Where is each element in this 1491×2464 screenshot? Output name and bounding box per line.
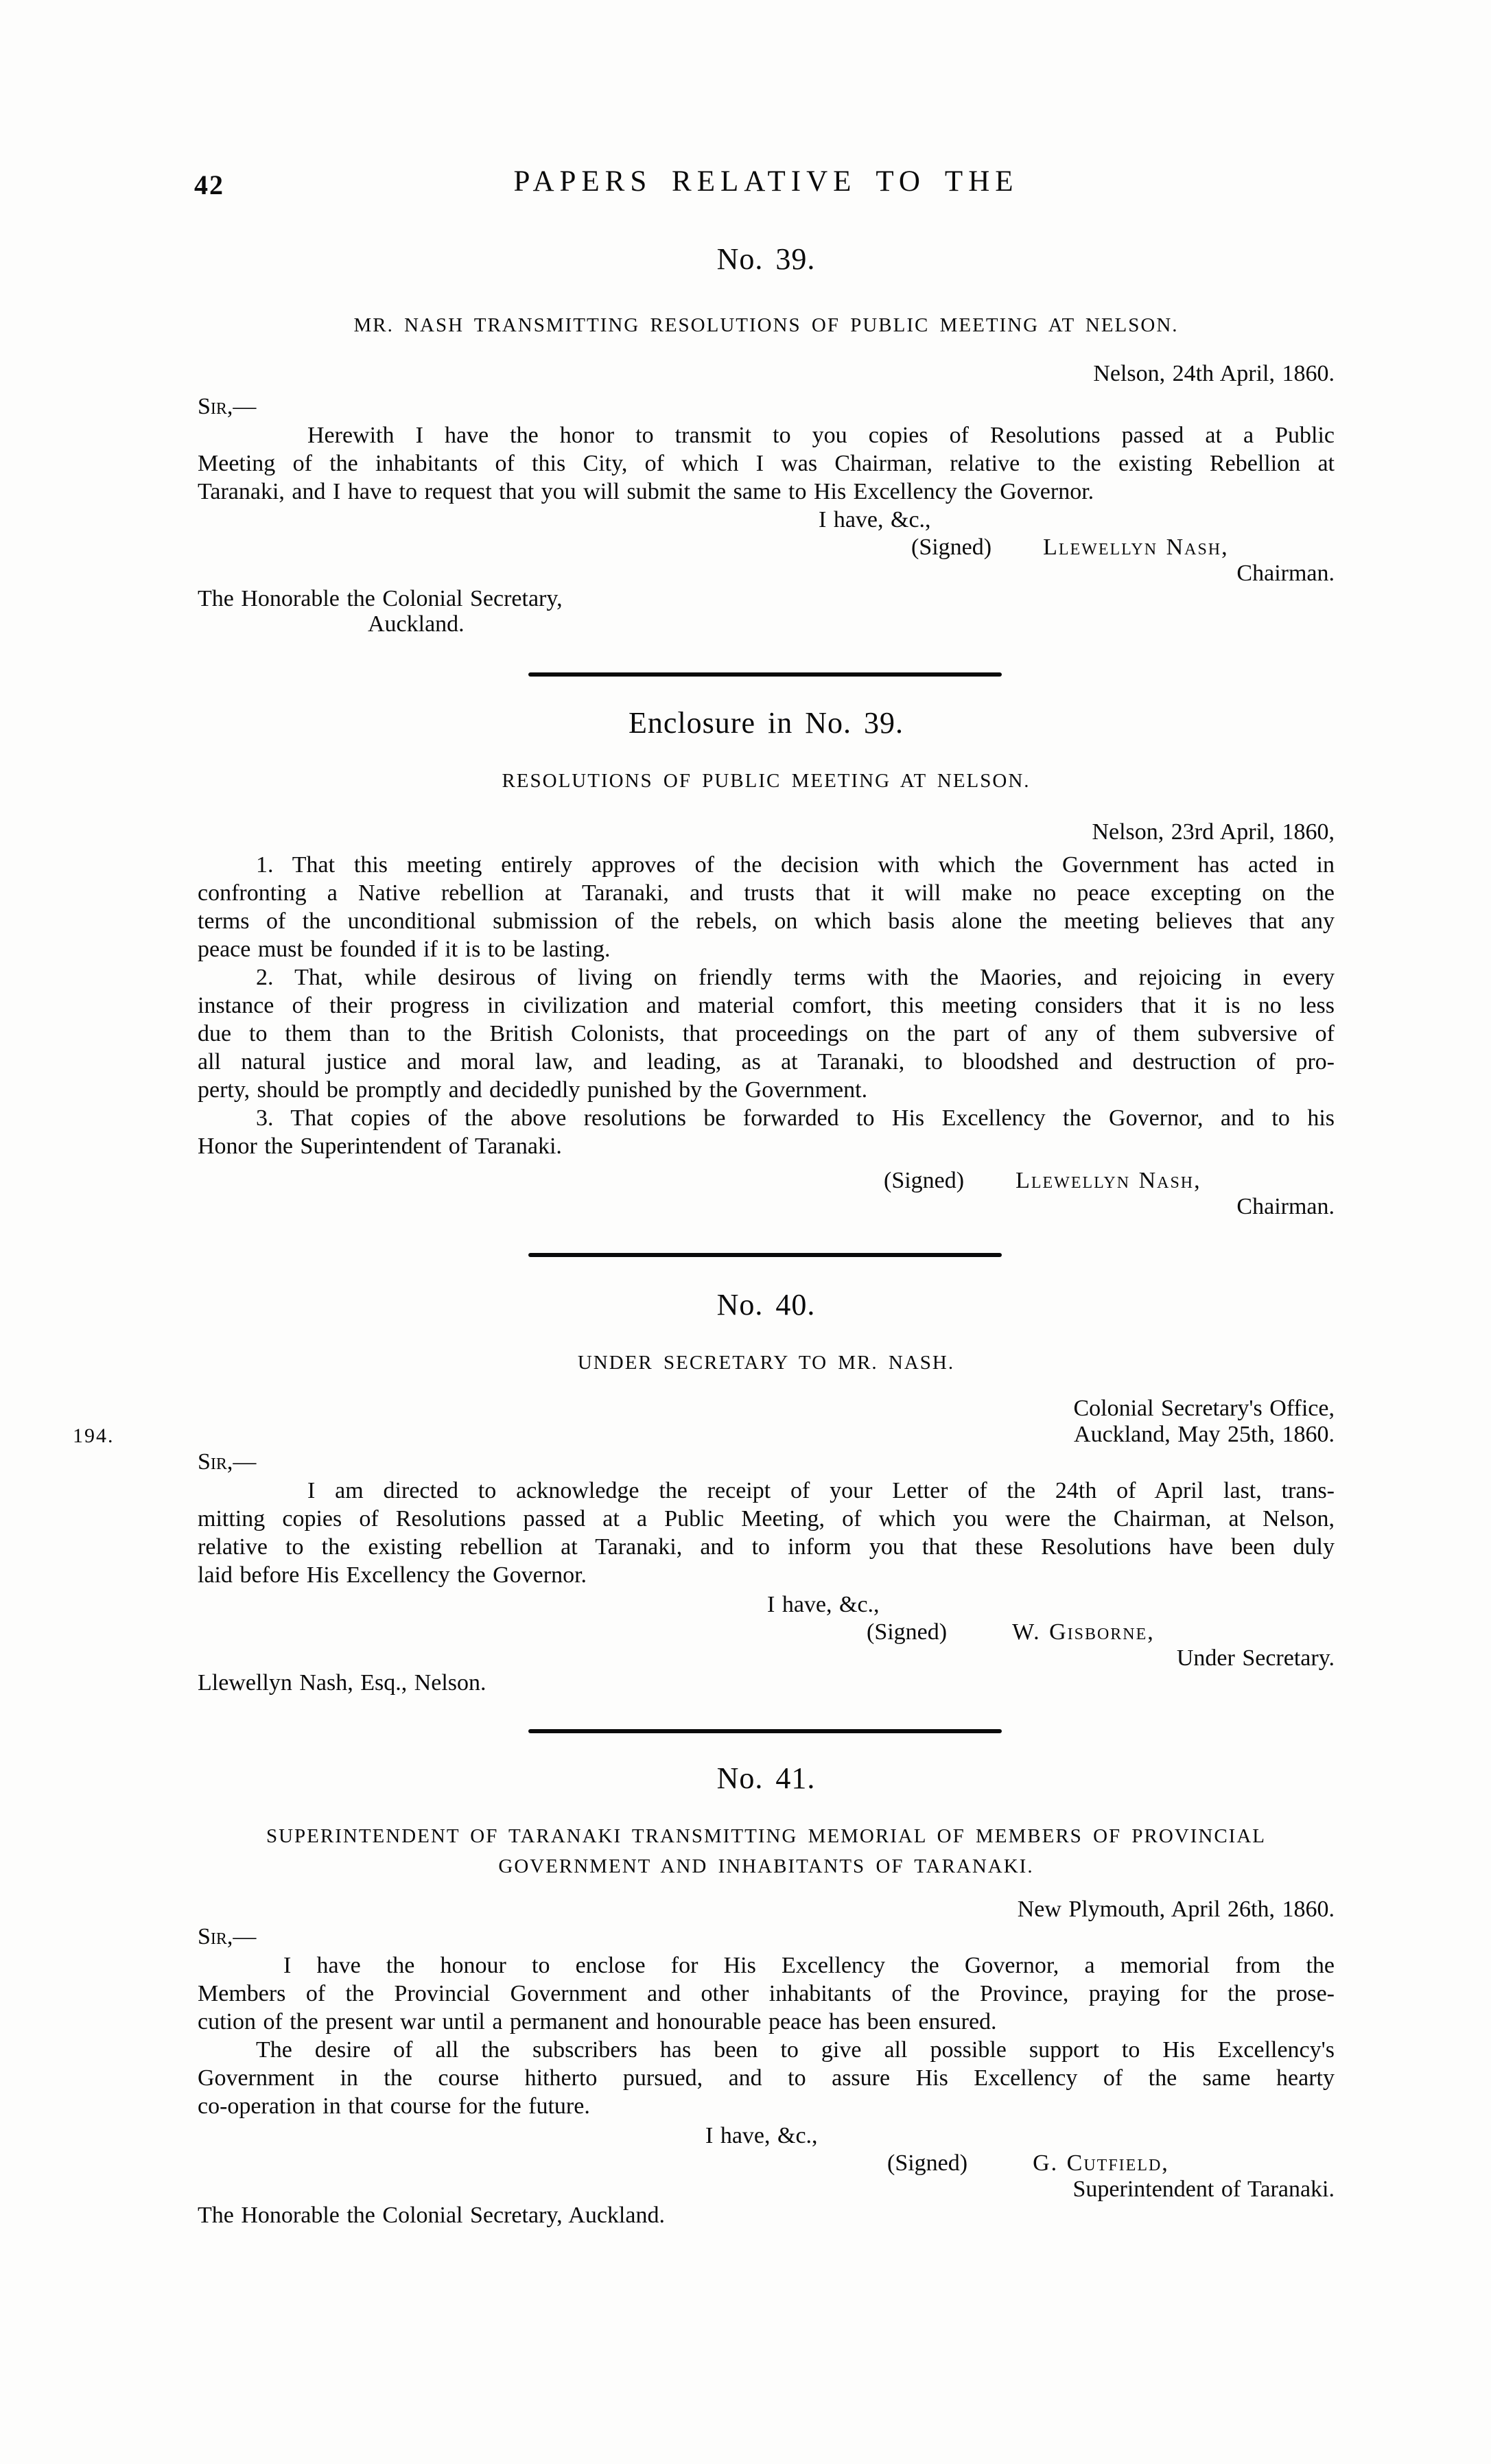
text-line: cution of the present war until a permanent and honourable peace has been ensured. xyxy=(198,2009,997,2034)
signature-role: Chairman. xyxy=(1236,561,1335,586)
dispatch-no41-subheading-line1: SUPERINTENDENT OF TARANAKI TRANSMITTING MEMORIAL OF MEMBERS OF PROVINCIAL xyxy=(266,1825,1266,1847)
dispatch-no41-valediction: I have, &c., xyxy=(705,2123,818,2148)
dispatch-no40-office-line: Colonial Secretary's Office, xyxy=(1073,1396,1335,1421)
dispatch-no40-valediction: I have, &c., xyxy=(767,1592,880,1617)
enclosure-signed-row xyxy=(198,1166,1491,1195)
dispatch-no40-signed-row xyxy=(198,1618,1491,1646)
dispatch-no39-signed-row xyxy=(198,533,1491,561)
text-line: 3. That copies of the above resolutions be forwarded to His Excellency the Governor, and to his xyxy=(256,1105,1335,1131)
dispatch-no40-title: No. 40. xyxy=(716,1288,816,1322)
dispatch-no41-dateline: New Plymouth, April 26th, 1860. xyxy=(1017,1897,1335,1922)
text-line: Herewith I have the honor to transmit to you copies of Resolutions passed at a Public xyxy=(307,423,1335,448)
dispatch-no39-valediction: I have, &c., xyxy=(819,507,931,532)
text-line: terms of the unconditional submission of the rebels, on which basis alone the meeting believes that any xyxy=(198,908,1335,934)
enclosure-dateline: Nelson, 23rd April, 1860, xyxy=(1092,819,1335,845)
text-line: all natural justice and moral law, and leading, as at Taranaki, to bloodshed and destruction of pro- xyxy=(198,1049,1335,1075)
dispatch-no40-body xyxy=(198,1477,1335,1589)
signed-label: (Signed) xyxy=(887,2150,968,2176)
signature-name: Llewellyn Nash, xyxy=(1015,1168,1201,1193)
text-line: mitting copies of Resolutions passed at a Public Meeting, of which you were the Chairman, at Nelson, xyxy=(198,1506,1335,1532)
enclosure-subheading: RESOLUTIONS OF PUBLIC MEETING AT NELSON. xyxy=(502,770,1031,792)
text-line: The desire of all the subscribers has been to give all possible support to His Excellency's xyxy=(256,2037,1335,2063)
dispatch-no39-addressee-place: Auckland. xyxy=(368,611,465,637)
dispatch-no39-addressee: The Honorable the Colonial Secretary, xyxy=(198,586,563,611)
dispatch-no41-subheading-line2: GOVERNMENT AND INHABITANTS OF TARANAKI. xyxy=(498,1855,1034,1877)
enclosure-resolutions xyxy=(198,851,1335,1160)
text-line: Government in the course hitherto pursued, and to assure His Excellency of the same hearty xyxy=(198,2065,1335,2091)
text-line: Honor the Superintendent of Taranaki. xyxy=(198,1134,562,1159)
section-divider xyxy=(528,1253,1002,1257)
dispatch-no39-body xyxy=(198,421,1335,506)
dispatch-no41-title: No. 41. xyxy=(716,1761,816,1795)
dispatch-no39-dateline: Nelson, 24th April, 1860. xyxy=(1093,361,1335,386)
page-number: 42 xyxy=(194,169,224,200)
dispatch-no39-title: No. 39. xyxy=(716,242,816,276)
signature-name: Llewellyn Nash, xyxy=(1043,535,1229,560)
text-line: I have the honour to enclose for His Excellency the Governor, a memorial from the xyxy=(283,1953,1335,1978)
signed-label: (Signed) xyxy=(911,535,992,560)
text-line: relative to the existing rebellion at Taranaki, and to inform you that these Resolutions have been duly xyxy=(198,1534,1335,1560)
signed-label: (Signed) xyxy=(884,1168,965,1193)
text-line: instance of their progress in civilization and material comfort, this meeting considers that it is no less xyxy=(198,993,1335,1018)
paragraph-2 xyxy=(198,2036,1335,2120)
running-title: PAPERS RELATIVE TO THE xyxy=(513,165,1019,198)
margin-note: 194. xyxy=(73,1424,115,1447)
section-divider xyxy=(528,1729,1002,1733)
dispatch-no40-dateline: Auckland, May 25th, 1860. xyxy=(1074,1422,1335,1447)
dispatch-no40-subheading: UNDER SECRETARY TO MR. NASH. xyxy=(577,1352,955,1374)
dispatch-no40-addressee: Llewellyn Nash, Esq., Nelson. xyxy=(198,1670,486,1696)
paragraph-1 xyxy=(198,1951,1335,2036)
dispatch-no41-signed-row xyxy=(198,2149,1491,2177)
text-line: due to them than to the British Colonists, that proceedings on the part of any of them subversive of xyxy=(198,1021,1335,1046)
text-line: 1. That this meeting entirely approves of the decision with which the Government has acted in xyxy=(256,852,1335,878)
text-line: Meeting of the inhabitants of this City, of which I was Chairman, relative to the existing Rebellion at xyxy=(198,451,1335,476)
text-line: laid before His Excellency the Governor. xyxy=(198,1562,587,1588)
section-divider xyxy=(528,672,1002,677)
signature-name: W. Gisborne, xyxy=(1012,1619,1155,1645)
resolution-1 xyxy=(198,851,1335,963)
text-line: co-operation in that course for the future. xyxy=(198,2093,590,2119)
signature-role: Superintendent of Taranaki. xyxy=(1072,2176,1335,2202)
dispatch-no41-body xyxy=(198,1951,1335,2120)
dispatch-no39-salutation: Sir,— xyxy=(198,394,257,419)
dispatch-no40-salutation: Sir,— xyxy=(198,1449,257,1475)
text-line: perty, should be promptly and decidedly punished by the Government. xyxy=(198,1077,868,1103)
signature-name: G. Cutfield, xyxy=(1033,2150,1169,2176)
text-line: confronting a Native rebellion at Taranaki, and trusts that it will make no peace excepting on the xyxy=(198,880,1335,906)
text-line: Taranaki, and I have to request that you will submit the same to His Excellency the Governor. xyxy=(198,479,1094,504)
dispatch-no41-addressee: The Honorable the Colonial Secretary, Auckland. xyxy=(198,2203,665,2228)
text-line: Members of the Provincial Government and other inhabitants of the Province, praying for the prose- xyxy=(198,1981,1335,2006)
text-line: I am directed to acknowledge the receipt of your Letter of the 24th of April last, trans- xyxy=(307,1478,1335,1503)
resolution-2 xyxy=(198,963,1335,1104)
text-line: peace must be founded if it is to be lasting. xyxy=(198,937,611,962)
enclosure-title: Enclosure in No. 39. xyxy=(629,706,904,740)
signature-role: Chairman. xyxy=(1236,1194,1335,1219)
dispatch-no39-subheading: MR. NASH TRANSMITTING RESOLUTIONS OF PUBLIC MEETING AT NELSON. xyxy=(353,314,1179,336)
dispatch-no41-salutation: Sir,— xyxy=(198,1924,257,1949)
text-line: 2. That, while desirous of living on friendly terms with the Maories, and rejoicing in every xyxy=(256,965,1335,990)
resolution-3 xyxy=(198,1104,1335,1160)
signed-label: (Signed) xyxy=(867,1619,948,1645)
signature-role: Under Secretary. xyxy=(1176,1645,1335,1671)
